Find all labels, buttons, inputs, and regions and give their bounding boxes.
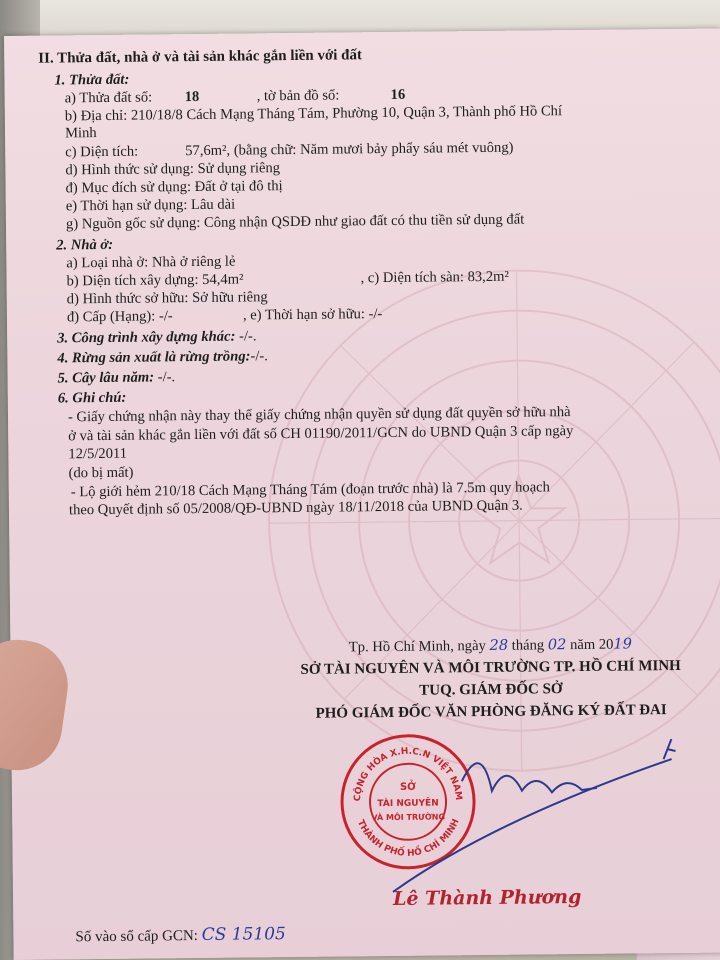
land-origin: g) Nguồn gốc sử dụng: Công nhận QSDĐ như giao đất có thu tiền sử dụng đất (65, 211, 525, 233)
sign-tuq: TUQ. GIÁM ĐỐC SỞ (419, 681, 563, 699)
house-heading: 2. Nhà ở: (56, 236, 114, 254)
land-address-cont: Minh (64, 125, 97, 142)
registry-number: CS 15105 (201, 924, 286, 945)
notes-line-2: ở và tài sản khác gắn liền với đất số CH 01190/2011/GCN do UBND Quận 3 cấp ngày (68, 423, 574, 445)
stamp-ring-top: CỘNG HÒA X.H.C.N VIỆT NAM (352, 746, 464, 802)
stamp-center-1: SỞ (399, 781, 416, 793)
land-usage-term: e) Thời hạn sử dụng: Lâu dài (65, 196, 236, 215)
land-parcel-number: 18 (184, 88, 200, 106)
sign-day: 28 (489, 636, 509, 654)
item-4-value: -/-. (250, 348, 268, 365)
land-area-label: c) Diện tích: (65, 143, 139, 161)
item-5 (57, 368, 175, 387)
sign-month: 02 (547, 636, 567, 654)
house-ownership-term: , e) Thời hạn sở hữu: -/- (242, 306, 383, 324)
registry-label: Số vào sổ cấp GCN: (75, 928, 199, 946)
registry-line (75, 925, 286, 946)
map-sheet-number: 16 (390, 86, 406, 103)
land-heading: 1. Thửa đất: (54, 71, 130, 89)
notes-heading: 6. Ghi chú: (57, 389, 127, 407)
sign-role: PHÓ GIÁM ĐỐC VĂN PHÒNG ĐĂNG KÝ ĐẤT ĐAI (315, 702, 667, 722)
sign-place: Tp. Hồ Chí Minh, ngày (348, 637, 486, 656)
sign-year-label: năm 20 (569, 636, 614, 654)
land-address: b) Địa chỉ: 210/18/8 Cách Mạng Tháng Tám, Phường 10, Quận 3, Thành phố Hồ Chí (64, 103, 563, 125)
house-floor-area: , c) Diện tích sàn: 83,2m² (360, 268, 509, 287)
sign-year: 19 (613, 635, 633, 653)
notes-line-4: (do bị mất) (68, 464, 134, 482)
item-4-label: 4. Rừng sản xuất là rừng trồng: (57, 348, 251, 367)
item-3-label: 3. Công trình xây dựng khác: (57, 328, 236, 347)
stamp-ring-bottom: THÀNH PHỐ HỒ CHÍ MINH (354, 817, 462, 859)
notes-line-1: - Giấy chứng nhận này thay thế giấy chứng nhận quyền sử dụng đất quyền sở hữu nhà (67, 404, 571, 426)
land-usage-form: d) Hình thức sử dụng: Sử dụng riêng (65, 160, 281, 179)
notes-line-5: - Lộ giới hẻm 210/18 Cách Mạng Tháng Tám (đoạn trước nhà) là 7.5m quy hoạch (70, 479, 551, 501)
sign-month-label: tháng (511, 637, 545, 654)
item-5-value: -/-. (154, 369, 176, 386)
signature-scribble (371, 719, 693, 902)
notes-line-6: theo Quyết định số 05/2008/QĐ-UBND ngày 18/11/2018 của UBND Quận 3. (68, 497, 523, 519)
section-title: II. Thửa đất, nhà ở và tài sản khác gắn liền với đất (38, 47, 363, 67)
house-grade: đ) Cấp (Hạng): -/- (66, 308, 173, 326)
item-5-label: 5. Cây lâu năm: (57, 369, 155, 387)
sign-org: SỞ TÀI NGUYÊN VÀ MÔI TRƯỜNG TP. HỒ CHÍ MINH (300, 657, 681, 678)
item-4 (57, 347, 268, 367)
house-ownership: d) Hình thức sở hữu: Sở hữu riêng (66, 289, 268, 308)
stamp-center-3: VÀ MÔI TRƯỜNG (371, 812, 446, 823)
land-area-value: 57,6m², (bằng chữ: Năm mươi bảy phẩy sáu mét vuông) (185, 139, 514, 160)
land-usage-purpose: đ) Mục đích sử dụng: Đất ở tại đô thị (65, 178, 283, 197)
stamp-center-2: TÀI NGUYÊN (377, 798, 439, 810)
certificate-page (4, 29, 720, 960)
item-3-value: -/-. (235, 328, 257, 345)
signer-name: Lê Thành Phương (392, 886, 582, 910)
notes-line-3: 12/5/2011 (68, 445, 128, 463)
item-3 (57, 327, 256, 347)
house-built-area: b) Diện tích xây dựng: 54,4m² (66, 271, 244, 290)
map-sheet-label: , tờ bản đồ số: (256, 87, 340, 105)
house-type: a) Loại nhà ở: Nhà ở riêng lẻ (66, 253, 236, 272)
land-parcel-label: a) Thửa đất số: (64, 89, 153, 107)
